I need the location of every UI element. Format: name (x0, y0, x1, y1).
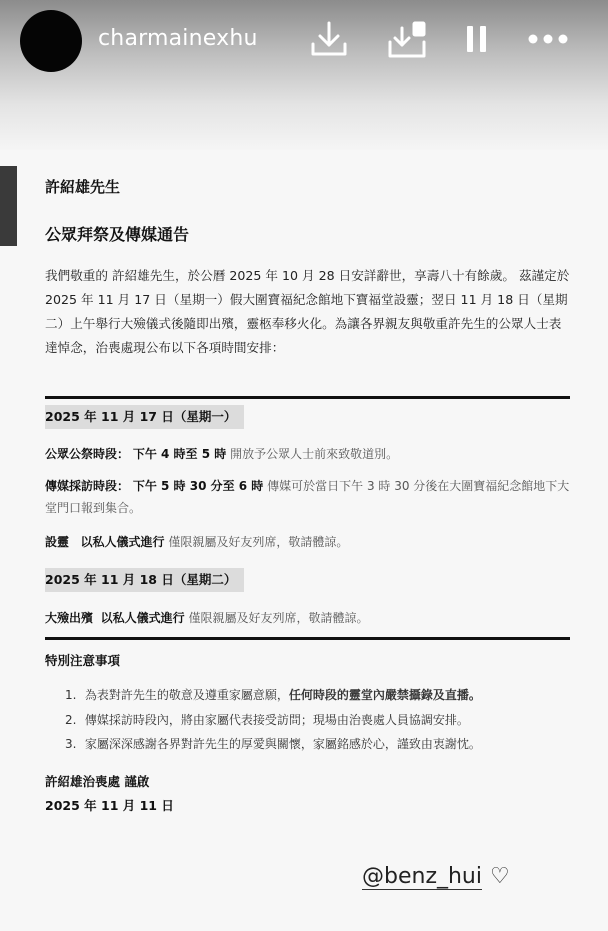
schedule-item: 傳媒採訪時段： 下午 5 時 30 分至 6 時 傳媒可於當日下午 3 時 30 分後在大圍寶福紀念館地下大堂門口報到集合。 (45, 479, 570, 515)
schedule-item: 公眾公祭時段： 下午 4 時至 5 時 開放予公眾人士前來致敬道別。 (45, 447, 399, 461)
signer: 許紹雄治喪處 謹啟 (45, 774, 150, 789)
schedule-item: 大殮出殯 以私人儀式進行 僅限親屬及好友列席，敬請體諒。 (45, 611, 369, 625)
sign-date: 2025 年 11 月 11 日 (45, 798, 174, 813)
deceased-name: 許紹雄先生 (45, 178, 121, 196)
list-item: 3. 家屬深深感謝各界對許先生的厚愛與關懷，家屬銘感於心，謹致由衷謝忱。 (65, 737, 481, 751)
more-icon[interactable] (526, 18, 570, 60)
date-heading-day2: 2025 年 11 月 18 日（星期二） (45, 568, 244, 592)
notes-title: 特別注意事項 (45, 653, 121, 668)
notes-list (65, 683, 565, 757)
avatar[interactable] (20, 10, 82, 72)
save-to-device-icon[interactable] (386, 18, 430, 62)
divider (45, 396, 570, 399)
side-tab (0, 166, 17, 246)
story-header (0, 0, 608, 150)
list-item: 1. 為表對許先生的敬意及遵重家屬意願，任何時段的靈堂內嚴禁攝錄及直播。 (65, 688, 481, 702)
divider (45, 637, 570, 640)
mention-text[interactable]: @benz_hui (362, 864, 482, 889)
list-item: 2. 傳媒採訪時段內，將由家屬代表接受訪問；現場由治喪處人員協調安排。 (65, 712, 469, 727)
username[interactable]: charmainexhu (98, 26, 258, 51)
schedule-item: 設靈 以私人儀式進行 僅限親屬及好友列席，敬請體諒。 (45, 535, 349, 549)
pause-icon[interactable] (464, 18, 490, 60)
date-heading-day1: 2025 年 11 月 17 日（星期一） (45, 405, 244, 429)
notice-title: 公眾拜祭及傳媒通告 (45, 225, 190, 244)
heart-icon[interactable]: ♡ (490, 864, 510, 889)
mention-sticker[interactable] (362, 864, 510, 889)
intro-paragraph: 我們敬重的 許紹雄先生，於公曆 2025 年 10 月 28 日安詳辭世，享壽八十有餘歲。 茲謹定於 2025 年 11 月 17 日（星期一）假大圍寶福紀念館地下寶福堂設靈；翌日 11 月 18 日（星期二）上午舉行大殮儀式後隨即出殯，靈柩奉移火化。為讓各界親友與敬重許先生的公眾人士表達悼念，治喪處現公布以下各項時間安排： (45, 268, 570, 355)
download-icon[interactable] (308, 18, 350, 60)
